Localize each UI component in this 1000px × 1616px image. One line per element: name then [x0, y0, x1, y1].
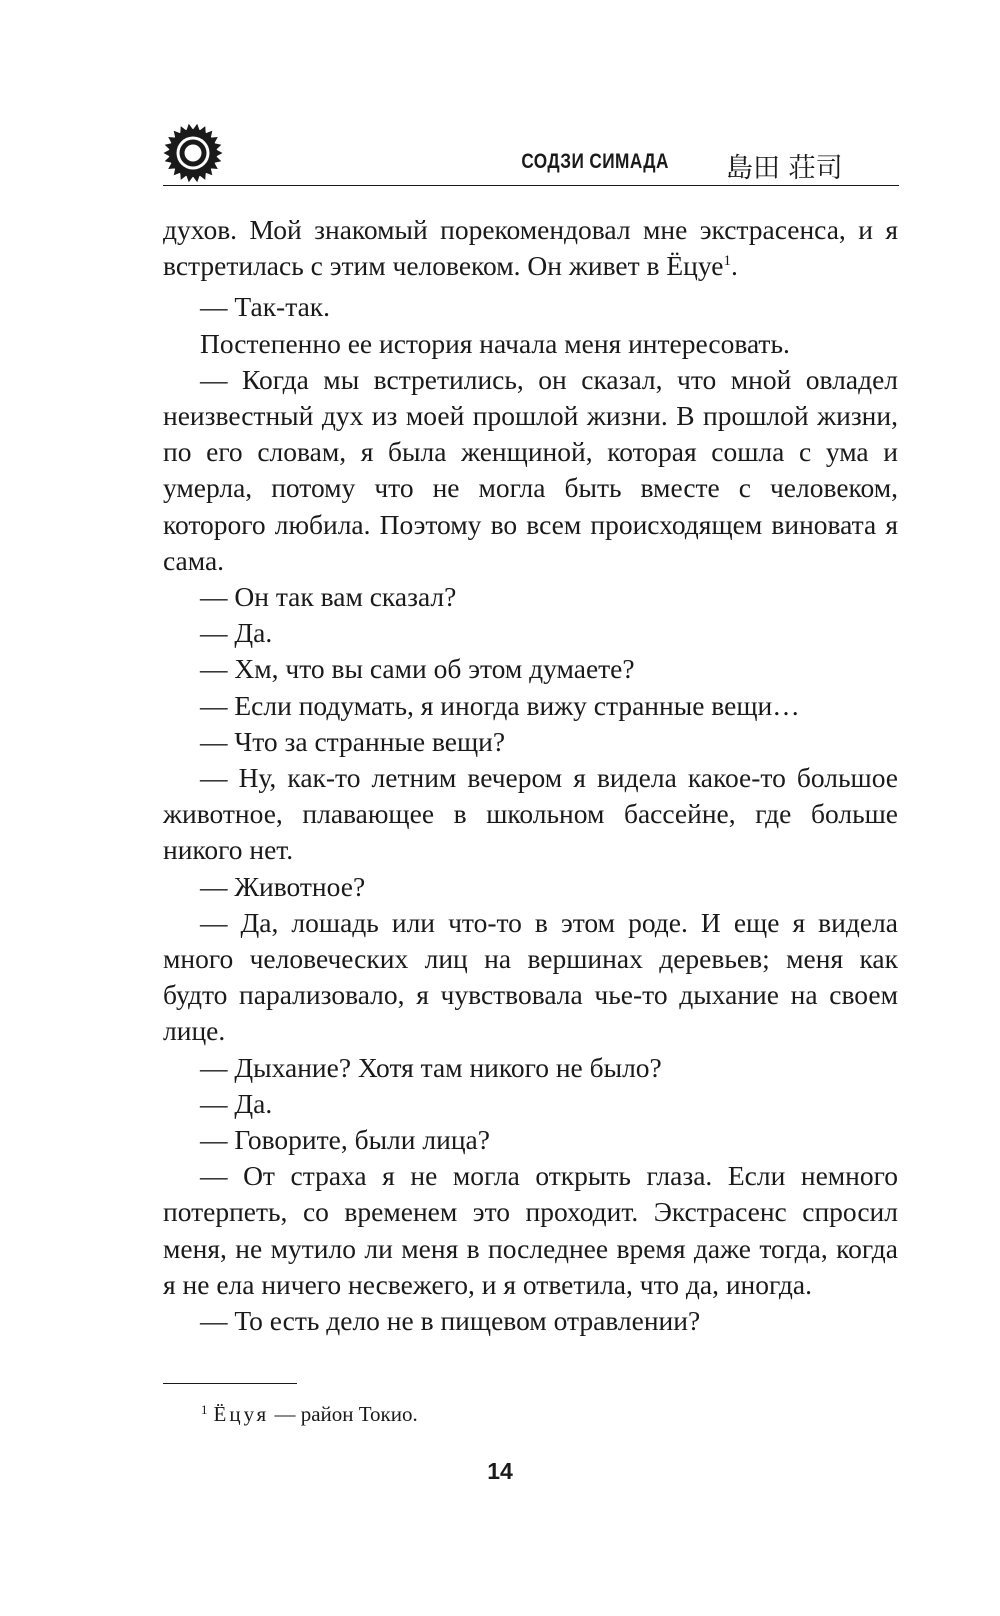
paragraph: Постепенно ее история начала меня интересовать. — [200, 327, 790, 359]
footnote-definition: — район Токио. — [269, 1402, 418, 1426]
header-divider — [163, 185, 899, 186]
footnote-divider — [163, 1383, 297, 1384]
paragraph: — Говорите, были лица? — [200, 1124, 490, 1156]
footnote — [201, 1402, 418, 1427]
sun-circle-icon — [163, 123, 223, 183]
paragraph: — Он так вам сказал? — [200, 581, 457, 613]
page-number: 14 — [487, 1458, 513, 1484]
paragraph: — Так-так. — [200, 291, 331, 323]
paragraph: — Когда мы встретились, он сказал, что мной овладел неизвестный дух из моей прошлой жизни. В прошлой жизни, по его словам, я была женщиной, которая сошла с ума и умерла, потому что не могла быть вместе с человеком, которого любила. Поэтому во всем происходящем виновата я сама. — [163, 363, 898, 576]
running-header — [163, 120, 899, 186]
paragraph: — Дыхание? Хотя там никого не было? — [200, 1051, 662, 1083]
paragraph: — Животное? — [200, 870, 366, 902]
body-text — [163, 212, 898, 1339]
paragraph: — Да, лошадь или что-то в этом роде. И еще я видела много человеческих лиц на вершинах деревьев; меня как будто парализовало, я чувствовала чье-то дыхание на своем лице. — [163, 906, 898, 1047]
author-name-japanese: 島田 荘司 — [726, 153, 843, 184]
footnote-term: Ёцуя — [213, 1402, 270, 1426]
paragraph: духов. Мой знакомый порекомендовал мне экстрасенса, и я встретилась с этим человеком. Он живет в Ёцуе$^1$. — [163, 214, 898, 282]
author-name: СОДЗИ СИМАДА — [521, 150, 669, 173]
paragraph: — Если подумать, я иногда вижу странные вещи… — [200, 689, 800, 721]
paragraph: — Да. — [200, 1087, 273, 1119]
paragraph: — То есть дело не в пищевом отравлении? — [200, 1305, 701, 1337]
paragraph: — Да. — [200, 617, 273, 649]
footnote-reference: 1 — [723, 253, 731, 270]
paragraph: — Хм, что вы сами об этом думаете? — [200, 653, 635, 685]
footnote-marker: 1 — [201, 1402, 208, 1417]
paragraph: — Ну, как-то летним вечером я видела какое-то большое животное, плавающее в школьном бассейне, где больше никого нет. — [163, 762, 898, 866]
paragraph: — Что за странные вещи? — [200, 725, 506, 757]
paragraph: — От страха я не могла открыть глаза. Если немного потерпеть, со временем это проходит. Экстрасенс спросил меня, не мутило ли меня в последнее время даже тогда, когда я не ела ничего несвежего, и я ответила, что да, иногда. — [163, 1160, 898, 1300]
